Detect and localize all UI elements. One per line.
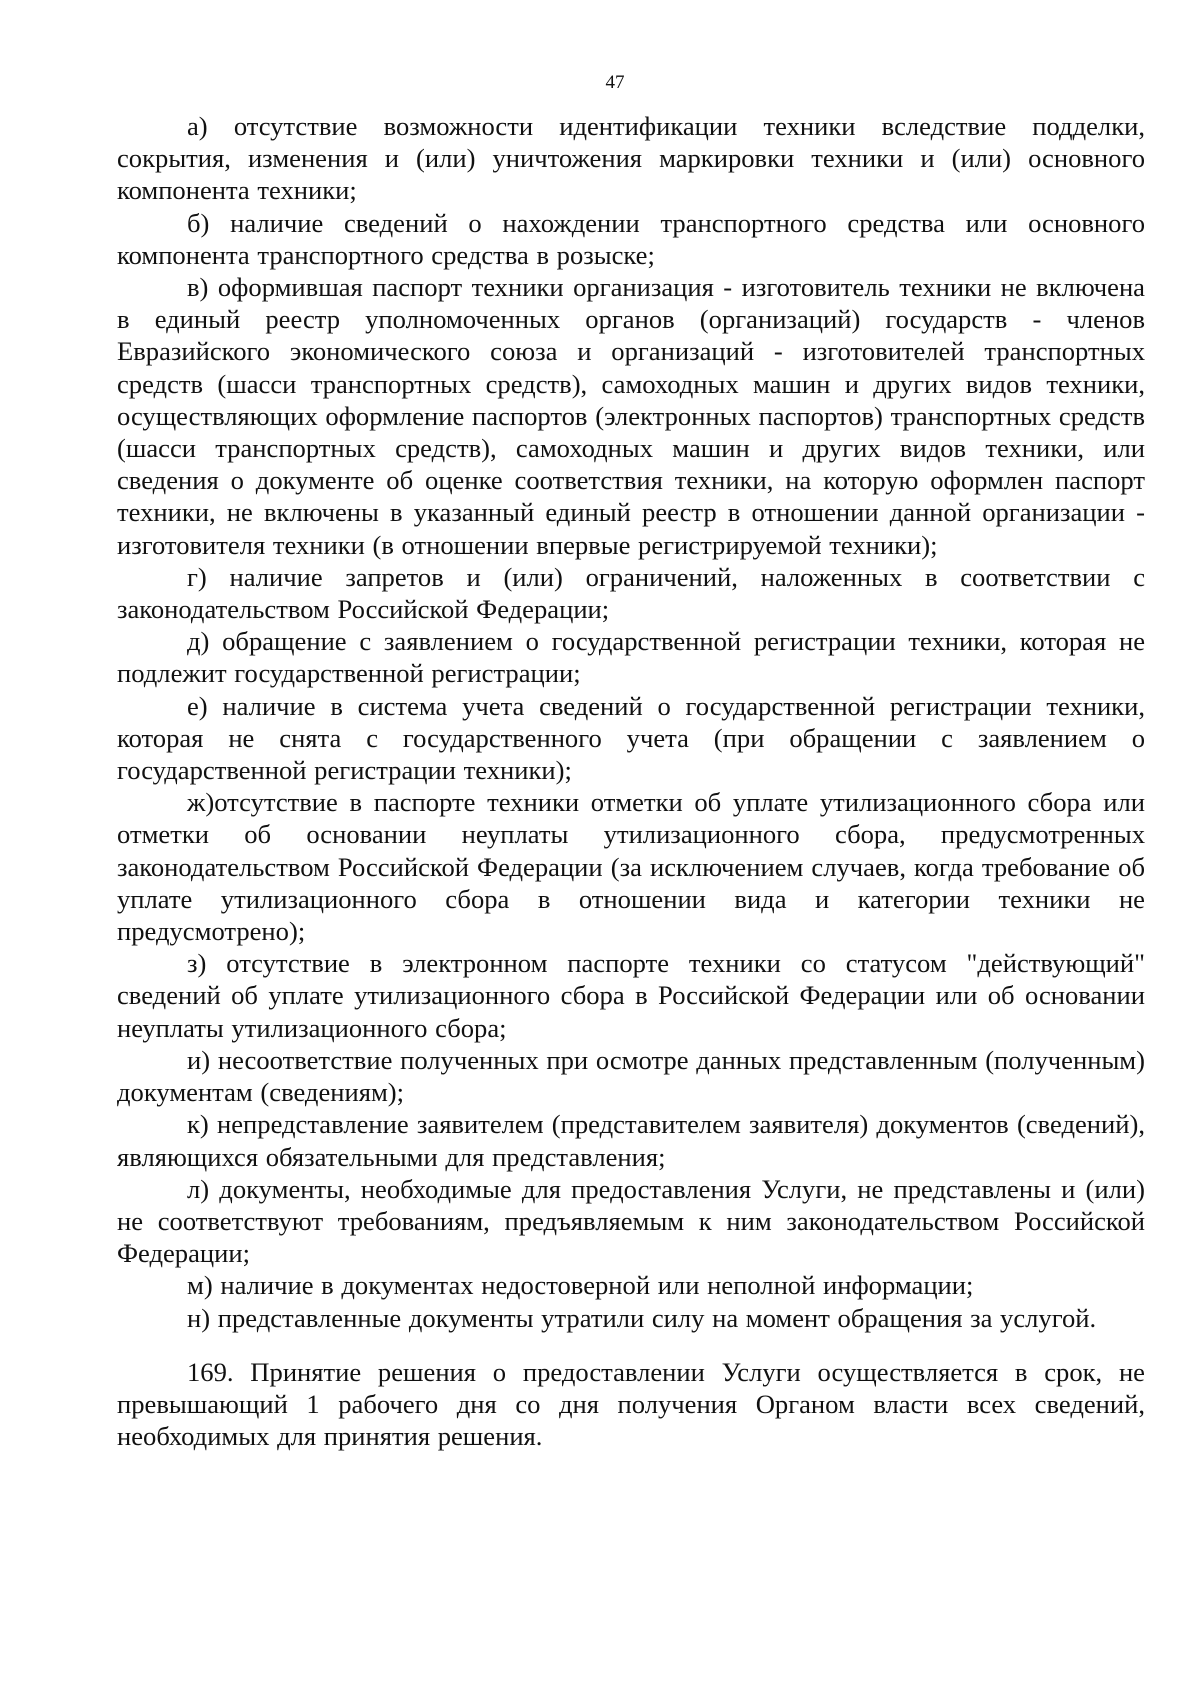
list-item-i: и) несоответствие полученных при осмотре данных представленным (полученным) документам (сведениям); bbox=[117, 1044, 1145, 1108]
list-item-k: к) непредставление заявителем (представителем заявителя) документов (сведений), являющихся обязательными для представления; bbox=[117, 1109, 1145, 1172]
list-item-b: б) наличие сведений о нахождении транспортного средства или основного компонента транспортного средства в розыске; bbox=[117, 207, 1145, 270]
list-item-z: з) отсутствие в электронном паспорте техники со статусом "действующий" сведений об уплате утилизационного сбора в Российской Федерации или об основании неуплаты утилизационного сбора; bbox=[117, 948, 1145, 1043]
list-item-n: н) представленные документы утратили силу на момент обращения за услугой. bbox=[187, 1302, 1097, 1333]
document-body bbox=[117, 110, 1145, 1452]
list-item-g: г) наличие запретов и (или) ограничений, наложенных в соответствии с законодательством Российской Федерации; bbox=[117, 561, 1145, 625]
list-item-m: м) наличие в документах недостоверной или неполной информации; bbox=[187, 1270, 974, 1301]
paragraph-169: 169. Принятие решения о предоставлении Услуги осуществляется в срок, не превышающий 1 рабочего дня со дня получения Органом власти всех сведений, необходимых для принятия решения. bbox=[117, 1356, 1145, 1452]
list-item-a: а) отсутствие возможности идентификации техники вследствие подделки, сокрытия, изменения и (или) уничтожения маркировки техники и (или) основного компонента техники; bbox=[117, 111, 1145, 206]
list-item-e: е) наличие в система учета сведений о государственной регистрации техники, которая не снята с государственного учета (при обращении с заявлением о государственной регистрации техники); bbox=[117, 690, 1145, 786]
list-item-v: в) оформившая паспорт техники организация - изготовитель техники не включена в единый реестр уполномоченных органов (организаций) государств - членов Евразийского экономического союза и организаций - изготовителей транспортных средств (шасси транспортных средств), самоходных машин и других видов техники, осуществляющих оформление паспортов (электронных паспортов) транспортных средств (шасси транспортных средств), самоходных машин и других видов техники, или сведения о документе об оценке соответствия техники, на которую оформлен паспорт техники, не включены в указанный единый реестр в отношении данной организации - изготовителя техники (в отношении впервые регистрируемой техники); bbox=[117, 272, 1145, 560]
list-item-zh: ж)отсутствие в паспорте техники отметки об уплате утилизационного сбора или отметки об основании неуплаты утилизационного сбора, предусмотренных законодательством Российской Федерации (за исключением случаев, когда требование об уплате утилизационного сбора в отношении вида и категории техники не предусмотрено); bbox=[117, 787, 1145, 947]
list-item-d: д) обращение с заявлением о государственной регистрации техники, которая не подлежит государственной регистрации; bbox=[117, 626, 1145, 689]
page-number: 47 bbox=[605, 72, 625, 93]
list-item-l: л) документы, необходимые для предоставления Услуги, не представлены и (или) не соответствуют требованиям, предъявляемым к ним законодательством Российской Федерации; bbox=[117, 1173, 1145, 1269]
